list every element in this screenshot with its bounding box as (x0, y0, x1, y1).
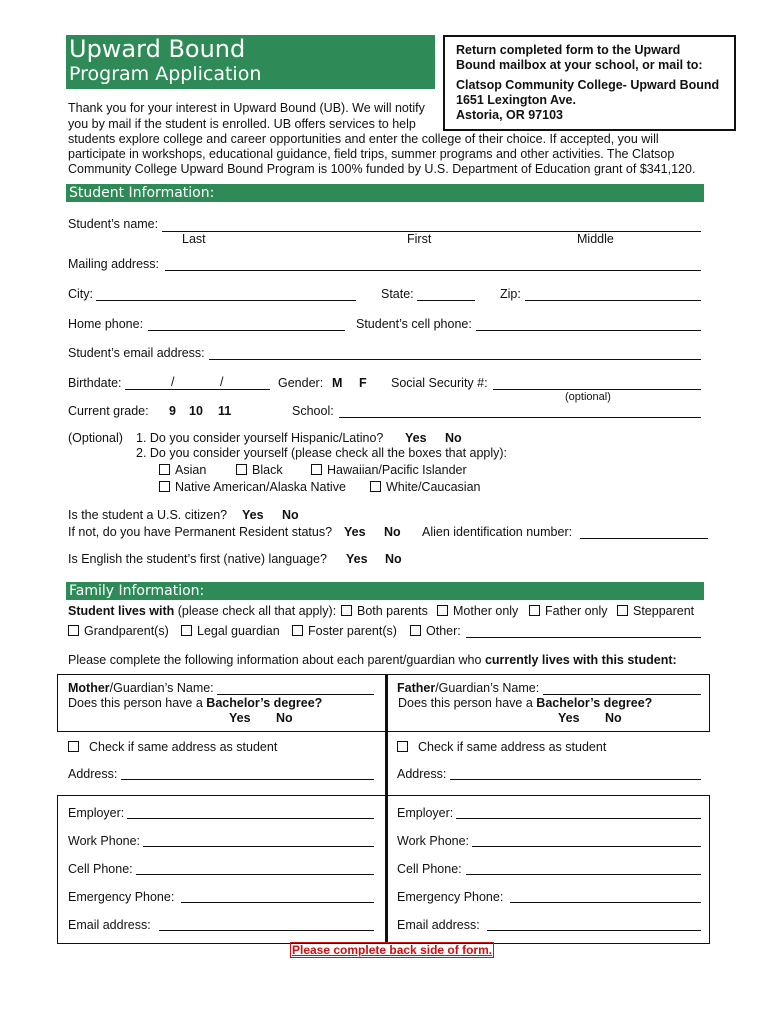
cell-phone-label: Student’s cell phone: (356, 317, 472, 331)
race-black-option[interactable] (236, 463, 283, 477)
intro-line-5: Community College Upward Bound Program is 100% funded by U.S. Department of Education grant of $341,120. (68, 162, 696, 176)
mother-name-field[interactable] (217, 694, 374, 695)
ssn-optional-note: (optional) (565, 391, 611, 403)
return-line-2: Bound mailbox at your school, or mail to: (456, 58, 703, 72)
form-title-banner (66, 35, 435, 89)
resident-yes-option[interactable]: Yes (344, 525, 366, 539)
zip-field[interactable] (525, 300, 701, 301)
mother-degree-question (68, 696, 322, 710)
student-info-title: Student Information: (69, 185, 215, 201)
father-same-address-option[interactable] (397, 740, 606, 754)
lives-step-label: Stepparent (633, 604, 695, 618)
english-question: Is English the student’s first (native) language? (68, 552, 327, 566)
mother-bold: Mother (68, 681, 110, 695)
lives-grand-label: Grandparent(s) (84, 624, 169, 638)
return-address-box (443, 35, 736, 131)
lives-legal-option[interactable] (181, 624, 280, 638)
mother-name-suffix: /Guardian’s Name: (109, 681, 214, 695)
mother-cell-phone-field[interactable] (136, 874, 374, 875)
lives-mother-label: Mother only (453, 604, 519, 618)
name-last-caption: Last (182, 232, 206, 246)
lives-with-prompt (68, 604, 336, 618)
father-degree-bold: Bachelor’s degree? (536, 696, 653, 710)
return-line-3: Clatsop Community College- Upward Bound (456, 78, 720, 92)
father-bold: Father (397, 681, 436, 695)
birthdate-slash-1: / (171, 375, 175, 389)
mother-emergency-label: Emergency Phone: (68, 890, 175, 904)
lives-legal-checkbox[interactable] (181, 625, 192, 636)
english-no-option[interactable]: No (385, 552, 402, 566)
race-native-label: Native American/Alaska Native (175, 480, 346, 494)
hispanic-no-option[interactable]: No (445, 431, 462, 445)
guardian-column-divider (385, 674, 388, 942)
grade-10-option[interactable]: 10 (189, 404, 203, 418)
father-email-label: Email address: (397, 918, 480, 932)
student-info-header (66, 184, 704, 202)
grade-9-option[interactable]: 9 (169, 404, 176, 418)
ssn-field[interactable] (493, 389, 701, 390)
father-cell-phone-label: Cell Phone: (397, 862, 462, 876)
return-line-1: Return completed form to the Upward (456, 43, 681, 57)
name-middle-caption: Middle (577, 232, 614, 246)
lives-grand-option[interactable] (68, 624, 169, 638)
alien-id-field[interactable] (580, 538, 708, 539)
lives-both-label: Both parents (357, 604, 428, 618)
lives-with-rest: (please check all that apply): (177, 604, 337, 618)
hispanic-question: 1. Do you consider yourself Hispanic/Latino? (136, 431, 384, 445)
mother-address-field[interactable] (121, 779, 374, 780)
father-emergency-label: Emergency Phone: (397, 890, 504, 904)
birthdate-label: Birthdate: (68, 376, 122, 390)
race-black-label: Black (252, 463, 283, 477)
school-field[interactable] (339, 417, 701, 418)
citizen-no-option[interactable]: No (282, 508, 299, 522)
race-asian-label: Asian (175, 463, 207, 477)
father-same-address-label: Check if same address as student (418, 740, 607, 754)
mailing-address-field[interactable] (165, 270, 701, 271)
guardian-instruction (68, 653, 677, 667)
father-degree-question (398, 696, 652, 710)
father-name-suffix: /Guardian’s Name: (435, 681, 540, 695)
gender-f-option[interactable]: F (359, 376, 367, 390)
intro-line-1: Thank you for your interest in Upward Bound (UB). We will notify (68, 101, 425, 115)
mother-degree-yes[interactable]: Yes (229, 711, 251, 725)
family-info-title: Family Information: (69, 583, 205, 599)
father-degree-no[interactable]: No (605, 711, 622, 725)
grade-11-option[interactable]: 11 (218, 404, 232, 418)
father-degree-text: Does this person have a (398, 696, 533, 710)
resident-question: If not, do you have Permanent Resident status? (68, 525, 333, 539)
father-email-field[interactable] (487, 930, 701, 931)
intro-line-3: students explore college and career opportunities and enter the college of their choice. If accepted, you will (68, 132, 659, 146)
mother-emergency-field[interactable] (181, 902, 374, 903)
father-same-address-checkbox[interactable] (397, 741, 408, 752)
lives-other-field[interactable] (466, 637, 701, 638)
guardian-instruction-bold: currently lives with this student: (484, 653, 677, 667)
guardian-instruction-text: Please complete the following information about each parent/guardian who (68, 653, 482, 667)
mother-same-address-checkbox[interactable] (68, 741, 79, 752)
zip-label: Zip: (500, 287, 521, 301)
lives-foster-option[interactable] (292, 624, 397, 638)
race-hawaiian-label: Hawaiian/Pacific Islander (327, 463, 467, 477)
cell-phone-field[interactable] (476, 330, 701, 331)
father-emergency-field[interactable] (510, 902, 701, 903)
birthdate-slash-2: / (220, 375, 224, 389)
race-asian-checkbox[interactable] (159, 464, 170, 475)
lives-father-option[interactable] (529, 604, 608, 618)
race-white-checkbox[interactable] (370, 481, 381, 492)
birthdate-field[interactable] (125, 389, 270, 390)
lives-foster-checkbox[interactable] (292, 625, 303, 636)
father-address-label: Address: (397, 767, 447, 781)
father-degree-yes[interactable]: Yes (558, 711, 580, 725)
home-phone-field[interactable] (148, 330, 345, 331)
father-employer-label: Employer: (397, 806, 454, 820)
lives-mother-checkbox[interactable] (437, 605, 448, 616)
race-white-option[interactable] (370, 480, 481, 494)
lives-other-option[interactable] (410, 624, 461, 638)
mother-email-label: Email address: (68, 918, 151, 932)
gender-label: Gender: (278, 376, 324, 390)
student-name-field[interactable] (162, 231, 701, 232)
lives-grand-checkbox[interactable] (68, 625, 79, 636)
return-line-4: 1651 Lexington Ave. (456, 93, 576, 107)
mother-degree-text: Does this person have a (68, 696, 203, 710)
mother-employer-field[interactable] (127, 818, 374, 819)
father-address-field[interactable] (450, 779, 701, 780)
optional-prefix: (Optional) (68, 431, 123, 445)
lives-other-checkbox[interactable] (410, 625, 421, 636)
race-native-option[interactable] (159, 480, 346, 494)
city-field[interactable] (96, 300, 356, 301)
father-employer-field[interactable] (456, 818, 701, 819)
ssn-label: Social Security #: (391, 376, 488, 390)
mother-degree-no[interactable]: No (276, 711, 293, 725)
lives-step-checkbox[interactable] (617, 605, 628, 616)
father-work-phone-field[interactable] (472, 846, 701, 847)
student-email-label: Student’s email address: (68, 346, 205, 360)
lives-mother-option[interactable] (437, 604, 518, 618)
father-work-phone-label: Work Phone: (397, 834, 470, 848)
race-native-checkbox[interactable] (159, 481, 170, 492)
gender-m-option[interactable]: M (332, 376, 343, 390)
mailing-address-label: Mailing address: (68, 257, 160, 271)
student-name-label: Student’s name: (68, 217, 159, 231)
hispanic-yes-option[interactable]: Yes (405, 431, 427, 445)
mother-employer-label: Employer: (68, 806, 125, 820)
lives-with-bold: Student lives with (68, 604, 175, 618)
mother-address-label: Address: (68, 767, 118, 781)
lives-step-option[interactable] (617, 604, 694, 618)
home-phone-label: Home phone: (68, 317, 144, 331)
race-hawaiian-checkbox[interactable] (311, 464, 322, 475)
citizen-question: Is the student a U.S. citizen? (68, 508, 228, 522)
student-email-field[interactable] (209, 359, 701, 360)
lives-father-label: Father only (545, 604, 608, 618)
lives-father-checkbox[interactable] (529, 605, 540, 616)
school-label: School: (292, 404, 334, 418)
father-name-label (397, 681, 539, 695)
mother-cell-phone-label: Cell Phone: (68, 862, 133, 876)
return-line-5: Astoria, OR 97103 (456, 108, 563, 122)
mother-same-address-label: Check if same address as student (89, 740, 278, 754)
mother-name-label (68, 681, 214, 695)
grade-label: Current grade: (68, 404, 149, 418)
state-label: State: (381, 287, 414, 301)
english-yes-option[interactable]: Yes (346, 552, 368, 566)
lives-other-label: Other: (426, 624, 461, 638)
lives-both-option[interactable] (341, 604, 428, 618)
race-hawaiian-option[interactable] (311, 463, 467, 477)
intro-line-4: participate in workshops, educational guidance, field trips, summer programs and other activities. The Clatsop (68, 147, 675, 161)
mother-email-field[interactable] (159, 930, 374, 931)
race-white-label: White/Caucasian (386, 480, 481, 494)
form-subtitle: Program Application (69, 63, 262, 85)
form-title: Upward Bound (69, 35, 246, 63)
father-name-field[interactable] (543, 694, 701, 695)
state-field[interactable] (417, 300, 475, 301)
back-side-notice: Please complete back side of form. (292, 943, 493, 957)
mother-same-address-option[interactable] (68, 740, 277, 754)
city-label: City: (68, 287, 93, 301)
intro-line-2: you by mail if the student is enrolled. UB offers services to help (68, 117, 416, 131)
resident-no-option[interactable]: No (384, 525, 401, 539)
race-asian-option[interactable] (159, 463, 206, 477)
citizen-yes-option[interactable]: Yes (242, 508, 264, 522)
lives-legal-label: Legal guardian (197, 624, 280, 638)
name-first-caption: First (407, 232, 432, 246)
mother-work-phone-label: Work Phone: (68, 834, 141, 848)
lives-both-checkbox[interactable] (341, 605, 352, 616)
race-black-checkbox[interactable] (236, 464, 247, 475)
lives-foster-label: Foster parent(s) (308, 624, 397, 638)
alien-id-label: Alien identification number: (422, 525, 573, 539)
mother-degree-bold: Bachelor’s degree? (206, 696, 323, 710)
race-question: 2. Do you consider yourself (please check all the boxes that apply): (136, 446, 508, 460)
father-cell-phone-field[interactable] (466, 874, 701, 875)
family-info-header (66, 582, 704, 600)
mother-work-phone-field[interactable] (143, 846, 374, 847)
